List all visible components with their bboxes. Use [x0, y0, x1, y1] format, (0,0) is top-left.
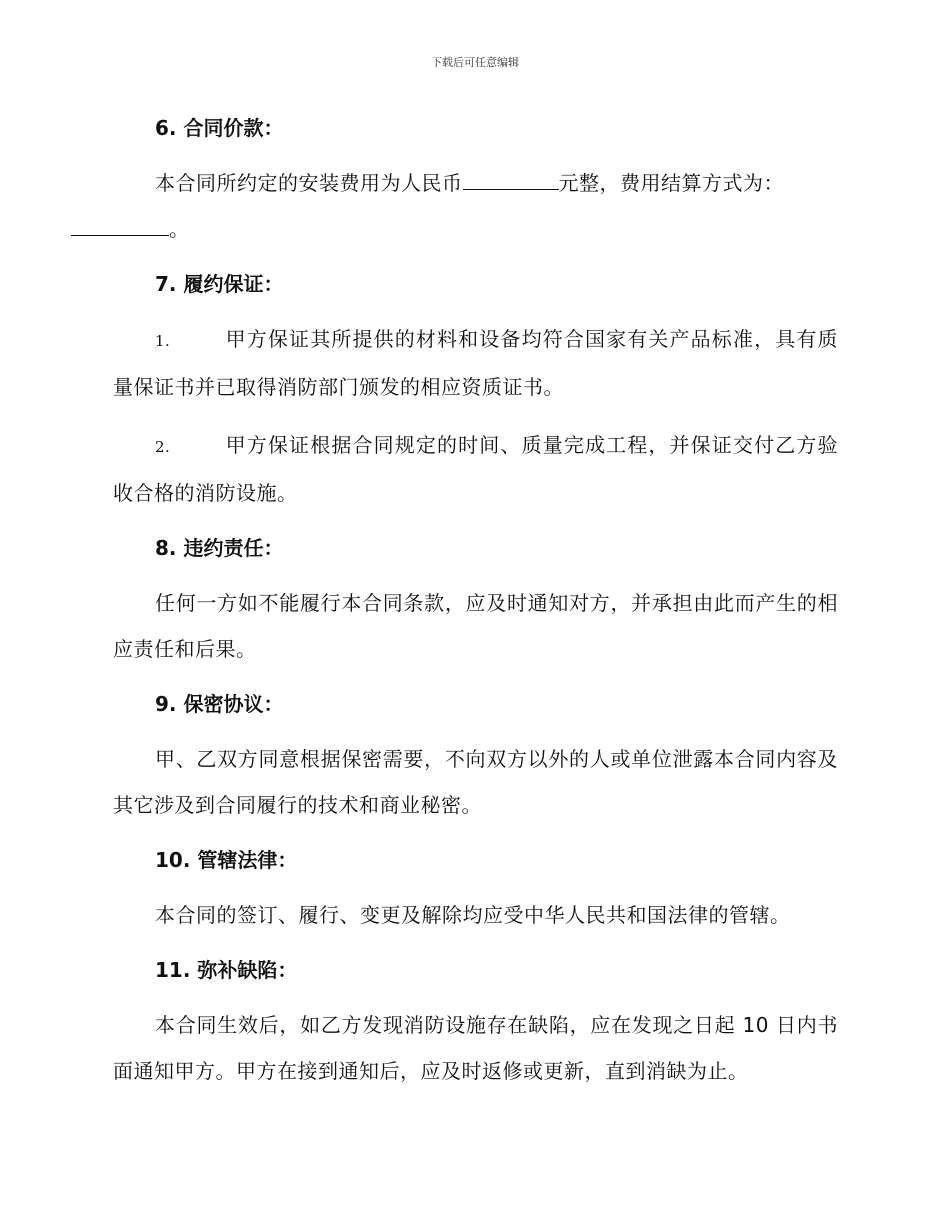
section-6-text-c: 。	[169, 217, 190, 241]
section-11-title: 11. 弥补缺陷：	[155, 958, 298, 982]
section-6-text-a: 本合同所约定的安装费用为人民币	[155, 171, 463, 195]
item-1-text: 甲方保证其所提供的材料和设备均符合国家有关产品标准，具有质量保证书并已取得消防部门颁发的相应资质证书。	[113, 327, 838, 399]
document-body	[113, 108, 838, 1106]
section-9-paragraph: 甲、乙双方同意根据保密需要，不向双方以外的人或单位泄露本合同内容及其它涉及到合同履行的技术和商业秘密。	[113, 747, 838, 817]
section-10-paragraph: 本合同的签订、履行、变更及解除均应受中华人民共和国法律的管辖。	[155, 903, 791, 927]
section-6-title: 6. 合同价款：	[155, 116, 284, 140]
section-6-text-b: 元整，费用结算方式为：	[558, 171, 784, 195]
amount-blank	[463, 169, 559, 190]
section-10-title: 10. 管辖法律：	[155, 848, 298, 872]
section-8-title: 8. 违约责任：	[155, 536, 284, 560]
section-7-title: 7. 履约保证：	[155, 272, 284, 296]
section-9-title: 9. 保密协议：	[155, 692, 284, 716]
settlement-method-blank	[71, 215, 169, 236]
item-1-number: 1.	[155, 332, 171, 350]
section-6-paragraph	[113, 160, 838, 252]
section-7-item-2	[113, 422, 838, 516]
section-8-paragraph: 任何一方如不能履行本合同条款，应及时通知对方，并承担由此而产生的相应责任和后果。	[113, 591, 838, 661]
section-11-paragraph: 本合同生效后，如乙方发现消防设施存在缺陷，应在发现之日起 10 日内书面通知甲方。甲方在接到通知后，应及时返修或更新，直到消缺为止。	[113, 1013, 838, 1083]
page-header: 下载后可任意编辑	[431, 56, 519, 69]
item-2-text: 甲方保证根据合同规定的时间、质量完成工程，并保证交付乙方验收合格的消防设施。	[113, 433, 838, 505]
section-7-item-1	[113, 316, 838, 410]
item-2-number: 2.	[155, 438, 171, 456]
